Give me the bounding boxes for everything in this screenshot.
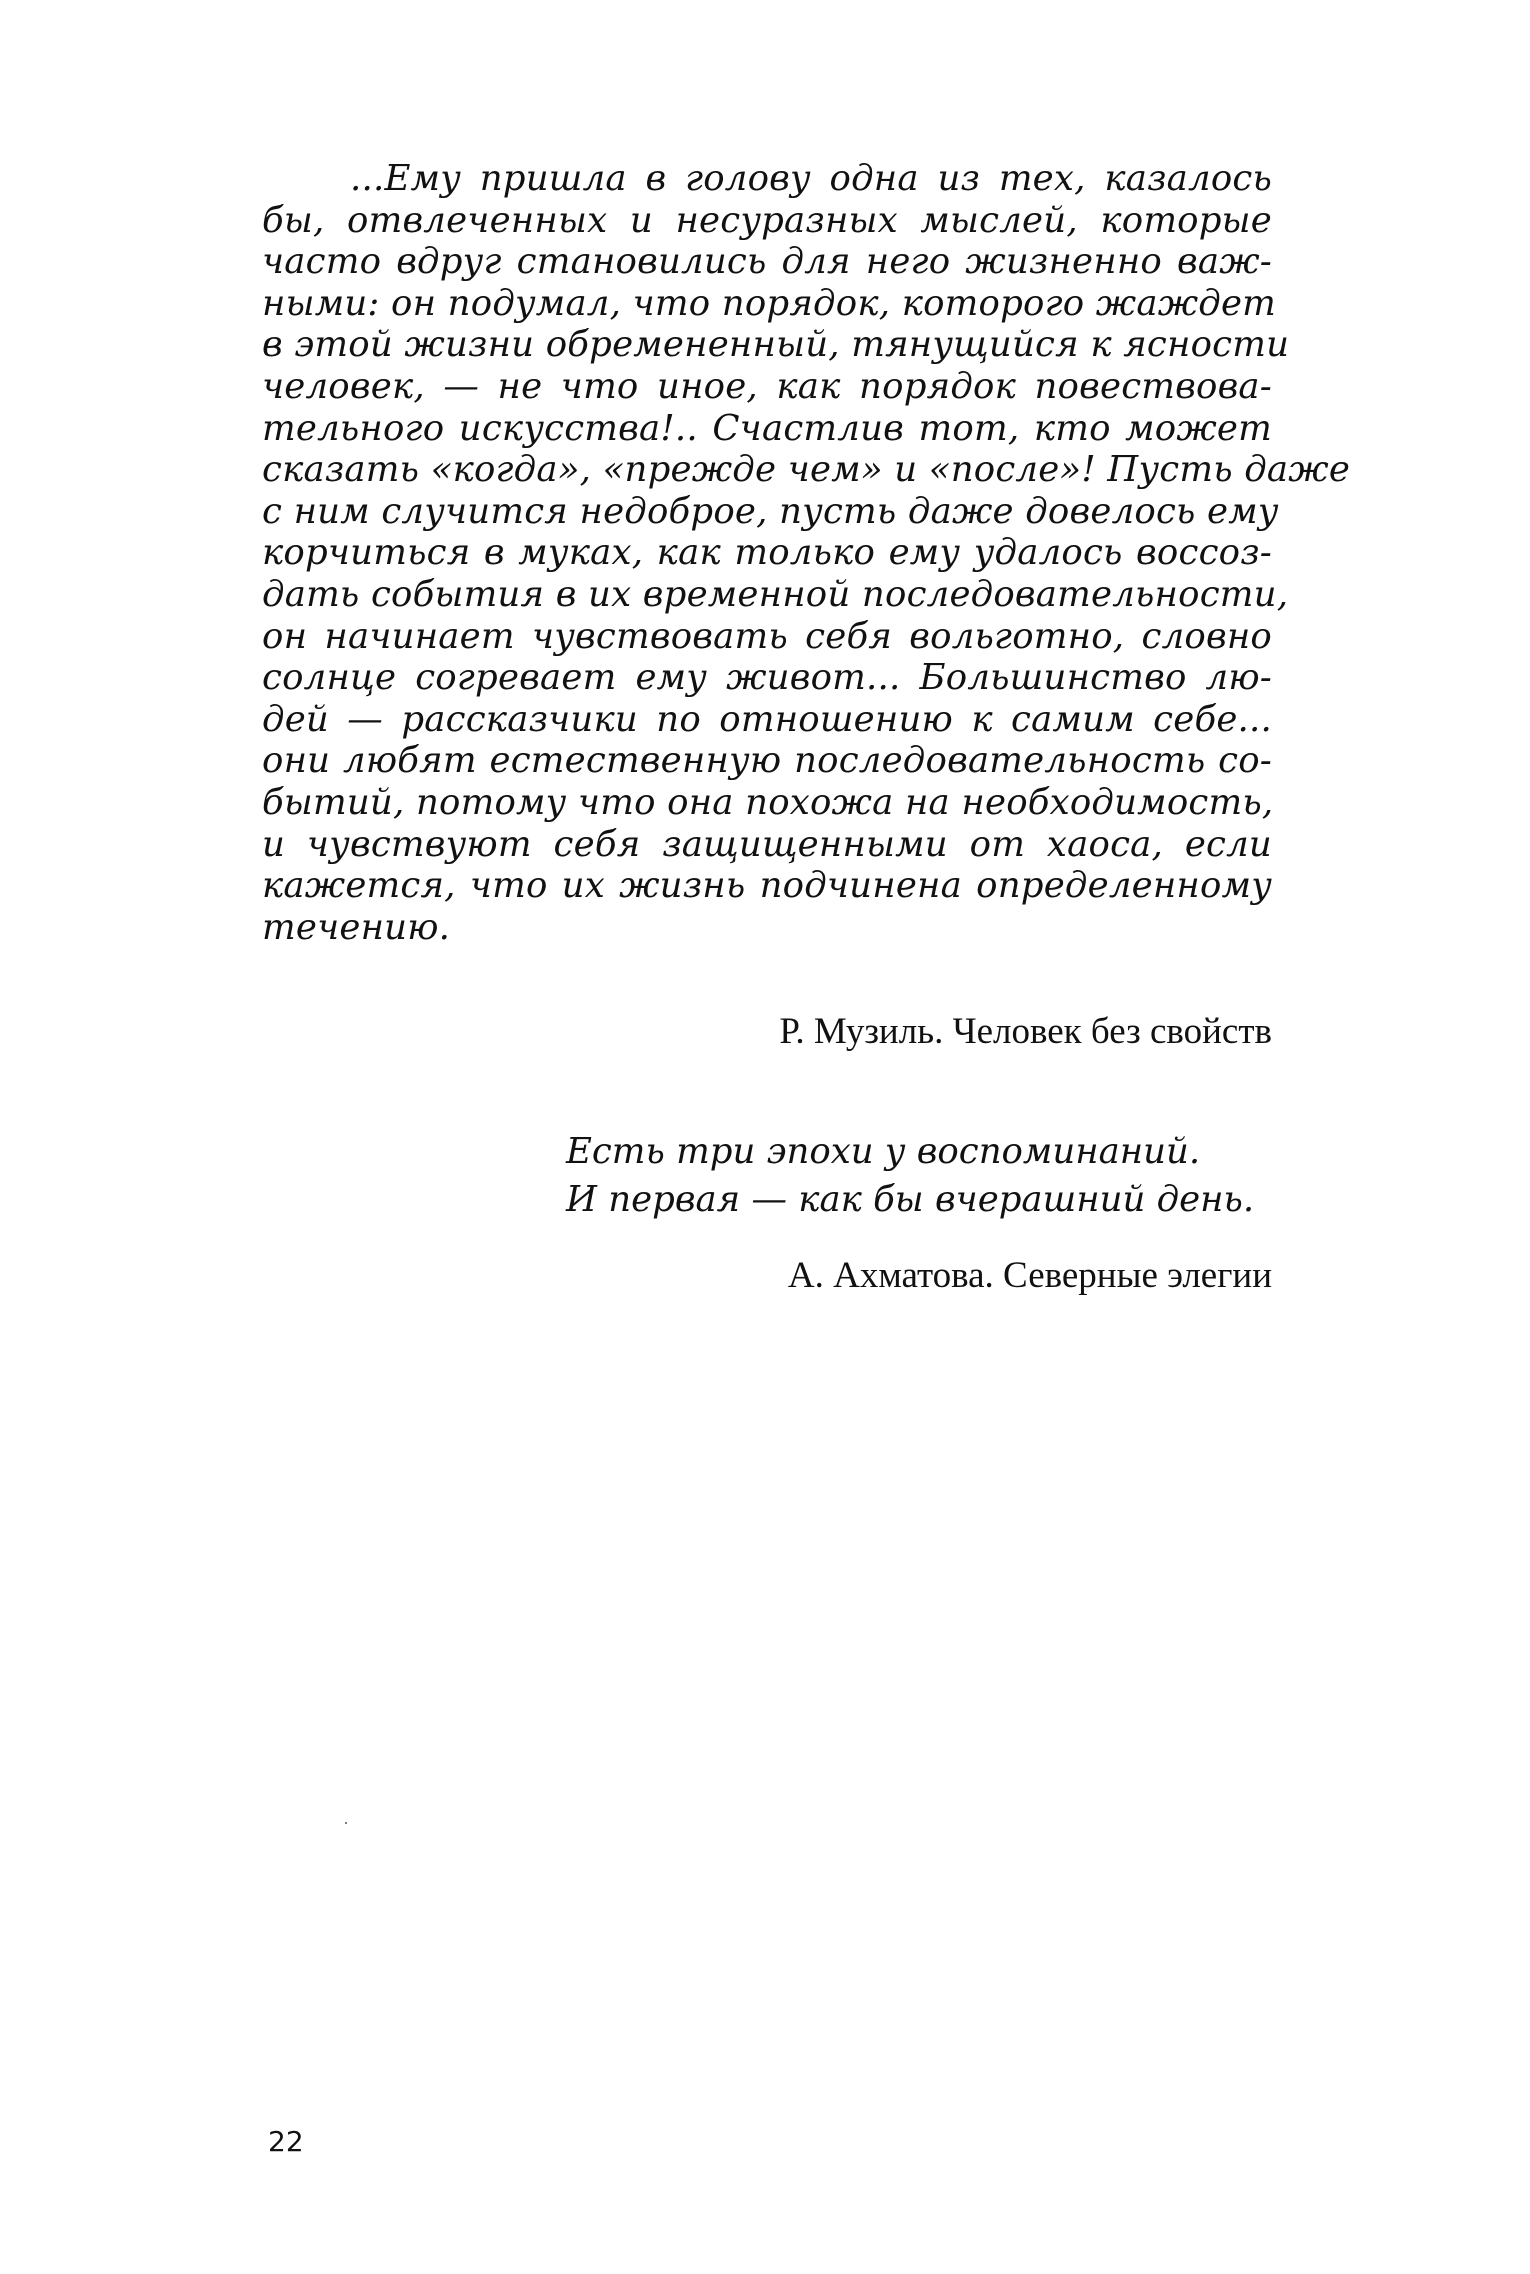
epigraph-line: корчиться в муках, как только ему удалось воссоз- (262, 532, 1272, 574)
epigraph-line: ...Ему пришла в голову одна из тех, казалось (350, 158, 1272, 199)
epigraph-line: бытий, потому что она похожа на необходимость, (262, 781, 1274, 823)
verse-line: Есть три эпохи у воспоминаний. (566, 1131, 1201, 1172)
epigraph-line: кажется, что их жизнь подчинена определенному (262, 865, 1272, 907)
epigraph-line: дать события в их временной последовательности, (262, 573, 1289, 615)
epigraph-line: в этой жизни обремененный, тянущийся к ясности (262, 324, 1290, 366)
epigraph-line: течению. (262, 906, 451, 948)
epigraph-line: ными: он подумал, что порядок, которого жаждет (262, 282, 1277, 324)
epigraph-line: бы, отвлеченных и несуразных мыслей, которые (262, 199, 1272, 241)
print-speck (345, 1822, 347, 1824)
epigraph-akhmatova-verse (566, 1128, 1254, 1224)
epigraph-line: часто вдруг становились для него жизненно важ- (262, 241, 1272, 283)
epigraph-line: тельного искусства!.. Счастлив тот, кто может (262, 407, 1272, 449)
epigraph-musil-text (262, 158, 1351, 948)
epigraph-line: и чувствуют себя защищенными от хаоса, если (262, 823, 1272, 865)
epigraph-musil-attribution: Р. Музиль. Человек без свойств (779, 1011, 1272, 1052)
epigraph-line: дей — рассказчики по отношению к самим себе... (262, 698, 1272, 740)
epigraph-line: с ним случится недоброе, пусть даже довелось ему (262, 490, 1279, 532)
epigraph-line: он начинает чувствовать себя вольготно, словно (262, 615, 1272, 657)
epigraph-line: они любят естественную последовательность со- (262, 740, 1272, 782)
epigraph-line: солнце согревает ему живот... Большинство лю- (262, 657, 1272, 699)
epigraph-line: человек, — не что иное, как порядок повествова- (262, 365, 1272, 407)
verse-line: И первая — как бы вчерашний день. (566, 1179, 1255, 1220)
page-number: 22 (268, 2125, 304, 2158)
epigraph-akhmatova-attribution: А. Ахматова. Северные элегии (787, 1255, 1272, 1296)
epigraph-line: сказать «когда», «прежде чем» и «после»! Пусть даже (262, 449, 1351, 491)
